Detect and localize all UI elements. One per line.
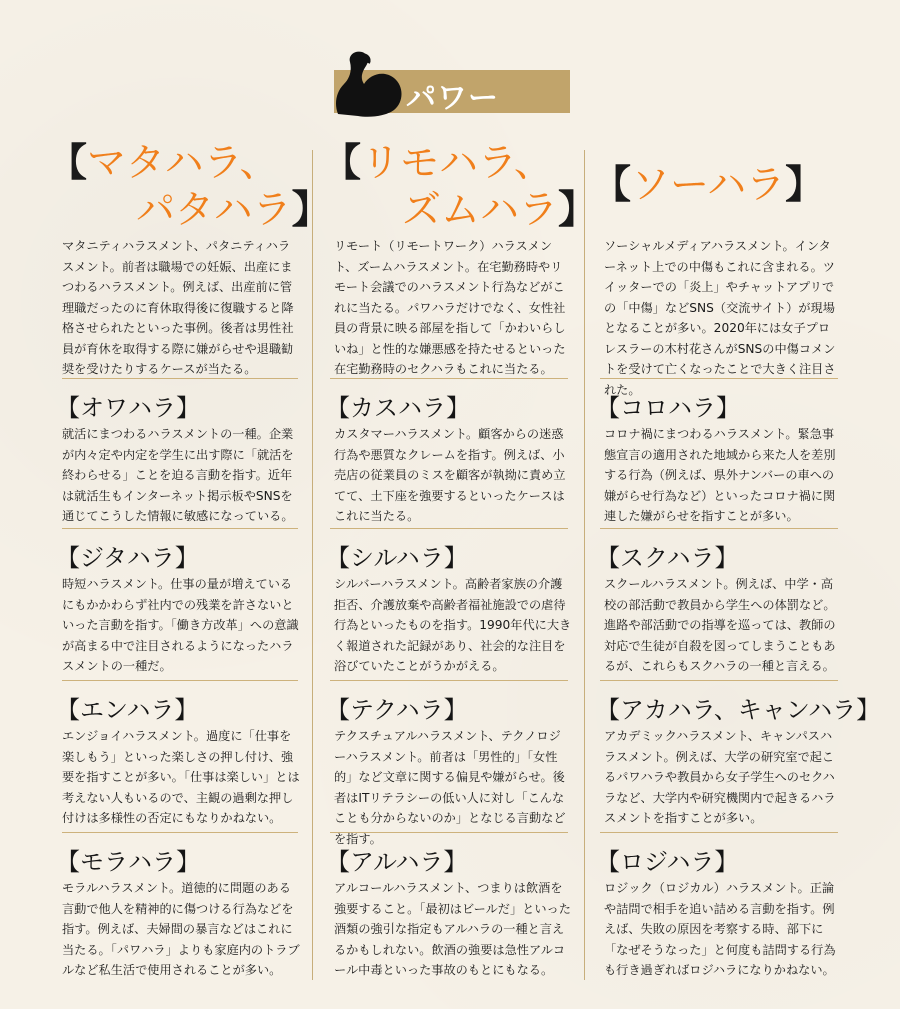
siruhara-title: 【シルハラ】 xyxy=(326,544,468,572)
sukuhara-title: 【スクハラ】 xyxy=(596,544,739,572)
row-divider xyxy=(330,680,568,681)
sukuhara-description: スクールハラスメント。例えば、中学・高校の部活動で教員から学生への体罰など。進路や部活動での指導を巡っては、教師の対応で生徒が自殺を図ってしまうこともあるが、これらもスクハラの一種と言える。 xyxy=(604,577,836,673)
row-divider xyxy=(600,528,838,529)
aruhara-title: 【アルハラ】 xyxy=(326,848,468,876)
row-divider xyxy=(62,528,298,529)
tekuhara-description: テクスチュアルハラスメント、テクノロジーハラスメント。前者は「男性的」「女性的」など文章に関する偏見や嫌がらせ。後者はITリテラシーの低い人に対し「こんなことも分からないのか」となじる言動などを指す。 xyxy=(334,729,566,846)
korohara-title: 【コロハラ】 xyxy=(596,394,740,422)
kasuhara-description: カスタマーハラスメント。顧客からの迷惑行為や悪質なクレームを指す。例えば、小売店の従業員のミスを顧客が執拗に責め立てて、土下座を強要するといったケースはこれに当たる。 xyxy=(334,427,566,523)
aruhara-description: アルコールハラスメント、つまりは飲酒を強要すること。「最初はビールだ」といった酒類の強引な指定もアルハラの一種と言えるかもしれない。飲酒の強要は急性アルコール中毒といった事故のもとにもなる。 xyxy=(334,881,571,977)
enhara-description: エンジョイハラスメント。過度に「仕事を楽しもう」といった楽しさの押し付け、強要を指すことが多い。「仕事は楽しい」とは考えない人もいるので、主観の過剰な押し付けは多様性の否定にもなりかねない。 xyxy=(62,729,300,825)
section-banner xyxy=(334,70,570,116)
korohara-description: コロナ禍にまつわるハラスメント。緊急事態宣言の適用された地域から来た人を差別する行為（例えば、県外ナンバーの車への嫌がらせ行為など）といったコロナ禍に関連した嫌がらせを指すことが多い。 xyxy=(604,427,836,523)
column-divider xyxy=(584,150,585,980)
sohara-description: ソーシャルメディアハラスメント。インターネット上での中傷もこれに含まれる。ツイッターでの「炎上」やチャットアプリでの「中傷」などSNS（交流サイト）が現場となることが多い。2020年には女子プロレスラーの木村花さんがSNSの中傷コメントを受けて亡くなったことで大きく注目された。 xyxy=(604,239,836,397)
kasuhara-title: 【カスハラ】 xyxy=(326,394,470,422)
siruhara-description: シルバーハラスメント。高齢者家族の介護拒否、介護放棄や高齢者福祉施設での虐待行為といったものを指す。1990年代に大きく報道された記録があり、社会的な注目を浴びていたことがうかがえる。 xyxy=(334,577,572,673)
rimohara-title: 【リモハラ、 ズムハラ】 xyxy=(322,140,598,233)
sohara-title: 【ソーハラ】 xyxy=(592,162,825,208)
section-title: パワー xyxy=(406,81,499,116)
rimohara-description: リモート（リモートワーク）ハラスメント、ズームハラスメント。在宅勤務時やリモート会議でのハラスメント行為などがこれに当たる。パワハラだけでなく、女性社員の背景に映る部屋を指して「かわいらしいね」と性的な嫌悪感を持たせるといった在宅勤務時のセクハラもこれに当たる。 xyxy=(334,239,566,376)
morahara-description: モラルハラスメント。道徳的に問題のある言動で他人を精神的に傷つける行為などを指す。例えば、夫婦間の暴言などはこれに当たる。「パワハラ」よりも家庭内のトラブルなど私生活で使用されることが多い。 xyxy=(62,881,300,977)
owahara-description: 就活にまつわるハラスメントの一種。企業が内々定や内定を学生に出す際に「就活を終わらせる」ことを迫る言動を指す。近年は就活生もインターネット掲示板やSNSを通じてこうした情報に敏感になっている。 xyxy=(62,427,294,523)
flexed-arm-icon xyxy=(330,44,408,120)
column-divider xyxy=(312,150,313,980)
morahara-title: 【モラハラ】 xyxy=(56,848,200,876)
row-divider xyxy=(62,680,298,681)
owahara-title: 【オワハラ】 xyxy=(56,394,200,422)
row-divider xyxy=(330,528,568,529)
rojihara-description: ロジック（ロジカル）ハラスメント。正論や詰問で相手を追い詰める言動を指す。例えば、失敗の原因を考察する時、部下に「なぜそうなった」と何度も詰問する行為も行き過ぎればロジハラになりかねない。 xyxy=(604,881,836,977)
row-divider xyxy=(62,832,298,833)
enhara-title: 【エンハラ】 xyxy=(56,696,199,724)
jitahara-title: 【ジタハラ】 xyxy=(56,544,199,572)
jitahara-description: 時短ハラスメント。仕事の量が増えているにもかかわらず社内での残業を許さないといった言動を指す。「働き方改革」への意識が高まる中で注目されるようになったハラスメントの一種だ。 xyxy=(62,577,299,673)
row-divider xyxy=(600,680,838,681)
tekuhara-title: 【テクハラ】 xyxy=(326,696,468,724)
akahara-description: アカデミックハラスメント、キャンパスハラスメント。例えば、大学の研究室で起こるパワハラや教員から女子学生へのセクハラなど、大学内や研究機関内で起きるハラスメントを指すことが多い。 xyxy=(604,729,836,825)
matahara-description: マタニティハラスメント、パタニティハラスメント。前者は職場での妊娠、出産にまつわるハラスメント。例えば、出産前に管理職だったのに育休取得後に復職すると降格させられたといった事例。後者は男性社員が育休を取得する際に嫌がらせや退職勧奨を受けたりするケースが当たる。 xyxy=(62,239,294,376)
matahara-title: 【マタハラ、 パタハラ】 xyxy=(48,140,331,233)
akahara-title: 【アカハラ、キャンハラ】 xyxy=(596,696,881,724)
row-divider xyxy=(600,832,838,833)
rojihara-title: 【ロジハラ】 xyxy=(596,848,739,876)
